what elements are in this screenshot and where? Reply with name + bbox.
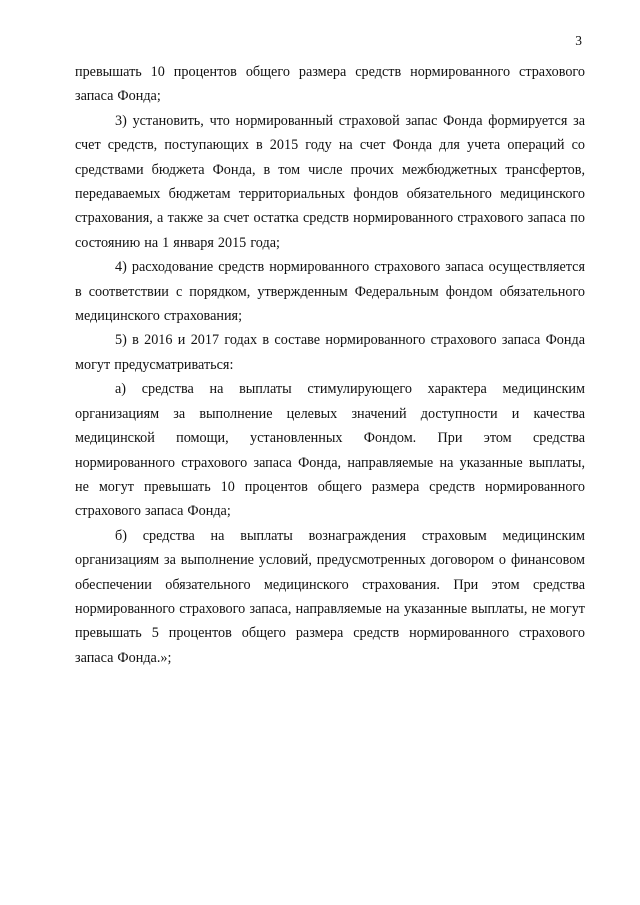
paragraph-continuation: превышать 10 процентов общего размера средств нормированного страхового запаса Фонда; bbox=[75, 64, 585, 105]
paragraph-subitem-a: а) средства на выплаты стимулирующего характера медицинским организациям за выполнение целевых значений доступности и качества медицинской помощи, установленных Фондом. При этом средства нормированного страхового запаса Фонда, направляемые на указанные выплаты, не могут превышать 10 процентов общего размера средств нормированного страхового запаса Фонда; bbox=[75, 381, 585, 520]
page-number: 3 bbox=[575, 33, 582, 48]
document-body bbox=[75, 60, 585, 670]
paragraph-item-3: 3) установить, что нормированный страховой запас Фонда формируется за счет средств, поступающих в 2015 году на счет Фонда для учета операций со средствами бюджета Фонда, в том числе прочих межбюджетных трансфертов, передаваемых бюджетам территориальных фондов обязательного медицинского страхования, а также за счет остатка средств нормированного страхового запаса по состоянию на 1 января 2015 года; bbox=[75, 112, 585, 251]
paragraph-item-5: 5) в 2016 и 2017 годах в составе нормированного страхового запаса Фонда могут предусматриваться: bbox=[75, 332, 585, 373]
paragraph-subitem-b: б) средства на выплаты вознаграждения страховым медицинским организациям за выполнение условий, предусмотренных договором о финансовом обеспечении обязательного медицинского страхования. При этом средства нормированного страхового запаса, направляемые на указанные выплаты, не могут превышать 5 процентов общего размера средств нормированного страхового запаса Фонда.»; bbox=[75, 527, 585, 666]
paragraph-item-4: 4) расходование средств нормированного страхового запаса осуществляется в соответствии с порядком, утвержденным Федеральным фондом обязательного медицинского страхования; bbox=[75, 259, 585, 325]
